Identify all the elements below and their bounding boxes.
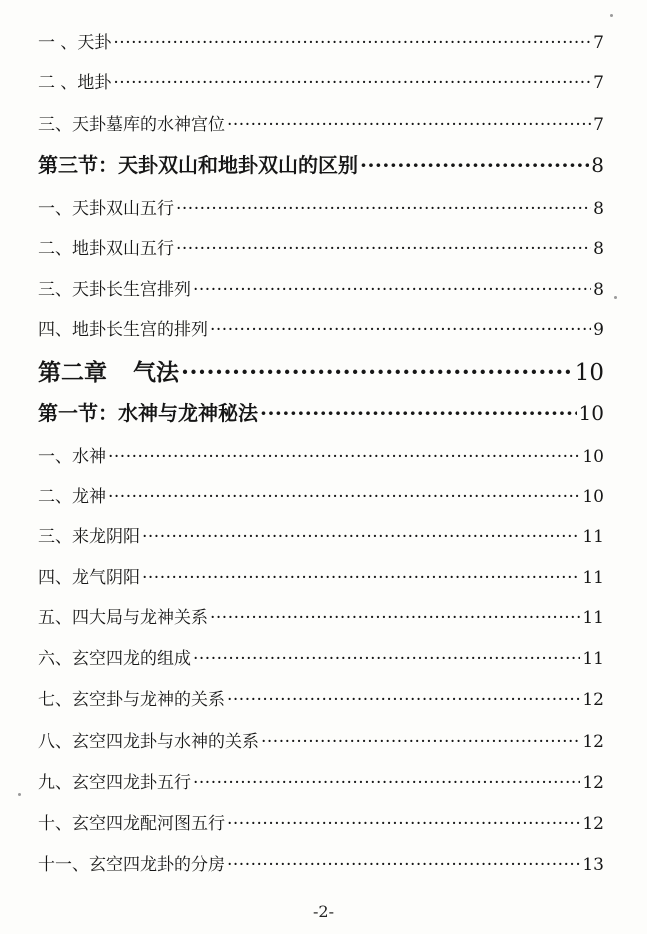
- dot-leader: [210, 317, 591, 343]
- toc-entry-page: 7: [593, 33, 604, 53]
- dot-leader: [176, 196, 591, 222]
- toc-entry: [38, 605, 604, 631]
- toc-entry: [38, 356, 604, 390]
- page-number: -2-: [313, 902, 334, 921]
- toc-entry: [38, 484, 604, 510]
- toc-entry-page: 10: [574, 360, 604, 386]
- toc-entry-label: 七、玄空卦与龙神的关系: [38, 690, 225, 710]
- toc-entry: [38, 317, 604, 343]
- toc-entry-label: 三、天卦长生宫排列: [38, 280, 191, 300]
- toc-entry-page: 11: [582, 527, 604, 547]
- toc-entry: [38, 444, 604, 470]
- toc-entry-label: 九、玄空四龙卦五行: [38, 773, 191, 793]
- toc-entry-label: 第二章 气法: [38, 359, 180, 386]
- toc-entry-page: 10: [578, 401, 604, 425]
- toc-entry-label: 二、龙神: [38, 487, 106, 507]
- dot-leader: [227, 112, 591, 138]
- toc-entry-label: 二、地卦双山五行: [38, 239, 174, 259]
- toc-entry-page: 8: [593, 280, 604, 300]
- dot-leader: [193, 646, 580, 672]
- toc-entry-label: 一 、天卦: [38, 33, 112, 53]
- toc-entry-page: 8: [593, 199, 604, 219]
- toc-entry-page: 8: [591, 153, 604, 177]
- toc-entry: [38, 729, 604, 755]
- toc-entry-page: 12: [582, 773, 604, 793]
- toc-entry: [38, 852, 604, 878]
- dot-leader: [193, 770, 580, 796]
- toc-entry: [38, 70, 604, 96]
- toc-entry-page: 12: [582, 732, 604, 752]
- toc-entry-label: 六、玄空四龙的组成: [38, 649, 191, 669]
- toc-entry: [38, 646, 604, 672]
- toc-entry-label: 三、来龙阴阳: [38, 527, 140, 547]
- toc-entry-page: 7: [593, 115, 604, 135]
- dot-leader: [261, 729, 580, 755]
- toc-entry: [38, 398, 604, 428]
- dot-leader: [113, 70, 591, 96]
- toc-entry: [38, 770, 604, 796]
- toc-entry-label: 八、玄空四龙卦与水神的关系: [38, 732, 259, 752]
- toc-entry-page: 10: [582, 487, 604, 507]
- dot-leader: [176, 236, 591, 262]
- toc-entry: [38, 524, 604, 550]
- toc-entry-label: 三、天卦墓库的水神宫位: [38, 115, 225, 135]
- toc-entry-label: 一、天卦双山五行: [38, 199, 174, 219]
- dot-leader: [210, 605, 580, 631]
- toc-entry-page: 8: [593, 239, 604, 259]
- dot-leader: [227, 687, 580, 713]
- toc-entry: [38, 565, 604, 591]
- toc-entry-page: 11: [582, 649, 604, 669]
- toc-entry-label: 十一、玄空四龙卦的分房: [38, 855, 225, 875]
- toc-entry-page: 12: [582, 690, 604, 710]
- toc-entry-label: 一、水神: [38, 447, 106, 467]
- dot-leader: [181, 356, 573, 390]
- toc-entry: [38, 30, 604, 56]
- toc-entry-label: 第一节：水神与龙神秘法: [38, 401, 258, 425]
- toc-entry-label: 四、地卦长生宫的排列: [38, 320, 208, 340]
- toc-entry: [38, 811, 604, 837]
- toc-entry: [38, 112, 604, 138]
- dot-leader: [193, 277, 591, 303]
- scan-speck: [614, 296, 617, 299]
- dot-leader: [360, 150, 589, 180]
- toc-entry: [38, 687, 604, 713]
- dot-leader: [142, 524, 580, 550]
- toc-entry: [38, 196, 604, 222]
- toc-entry-page: 13: [582, 855, 604, 875]
- toc-entry-label: 二 、地卦: [38, 73, 112, 93]
- toc-entry-label: 十、玄空四龙配河图五行: [38, 814, 225, 834]
- dot-leader: [108, 484, 580, 510]
- toc-entry-page: 9: [593, 320, 604, 340]
- toc-entry-page: 12: [582, 814, 604, 834]
- scan-speck: [610, 14, 613, 17]
- dot-leader: [260, 398, 577, 428]
- toc-entry-page: 10: [582, 447, 604, 467]
- toc-entry-page: 11: [582, 568, 604, 588]
- toc-entry: [38, 277, 604, 303]
- toc-entry-label: 四、龙气阴阳: [38, 568, 140, 588]
- dot-leader: [227, 852, 580, 878]
- dot-leader: [108, 444, 580, 470]
- toc-entry-page: 11: [582, 608, 604, 628]
- scan-speck: [18, 793, 21, 796]
- toc-entry: [38, 236, 604, 262]
- dot-leader: [227, 811, 580, 837]
- toc-entry: [38, 150, 604, 180]
- dot-leader: [113, 30, 591, 56]
- toc-entry-page: 7: [593, 73, 604, 93]
- dot-leader: [142, 565, 580, 591]
- toc-entry-label: 第三节：天卦双山和地卦双山的区别: [38, 153, 358, 177]
- toc-entry-label: 五、四大局与龙神关系: [38, 608, 208, 628]
